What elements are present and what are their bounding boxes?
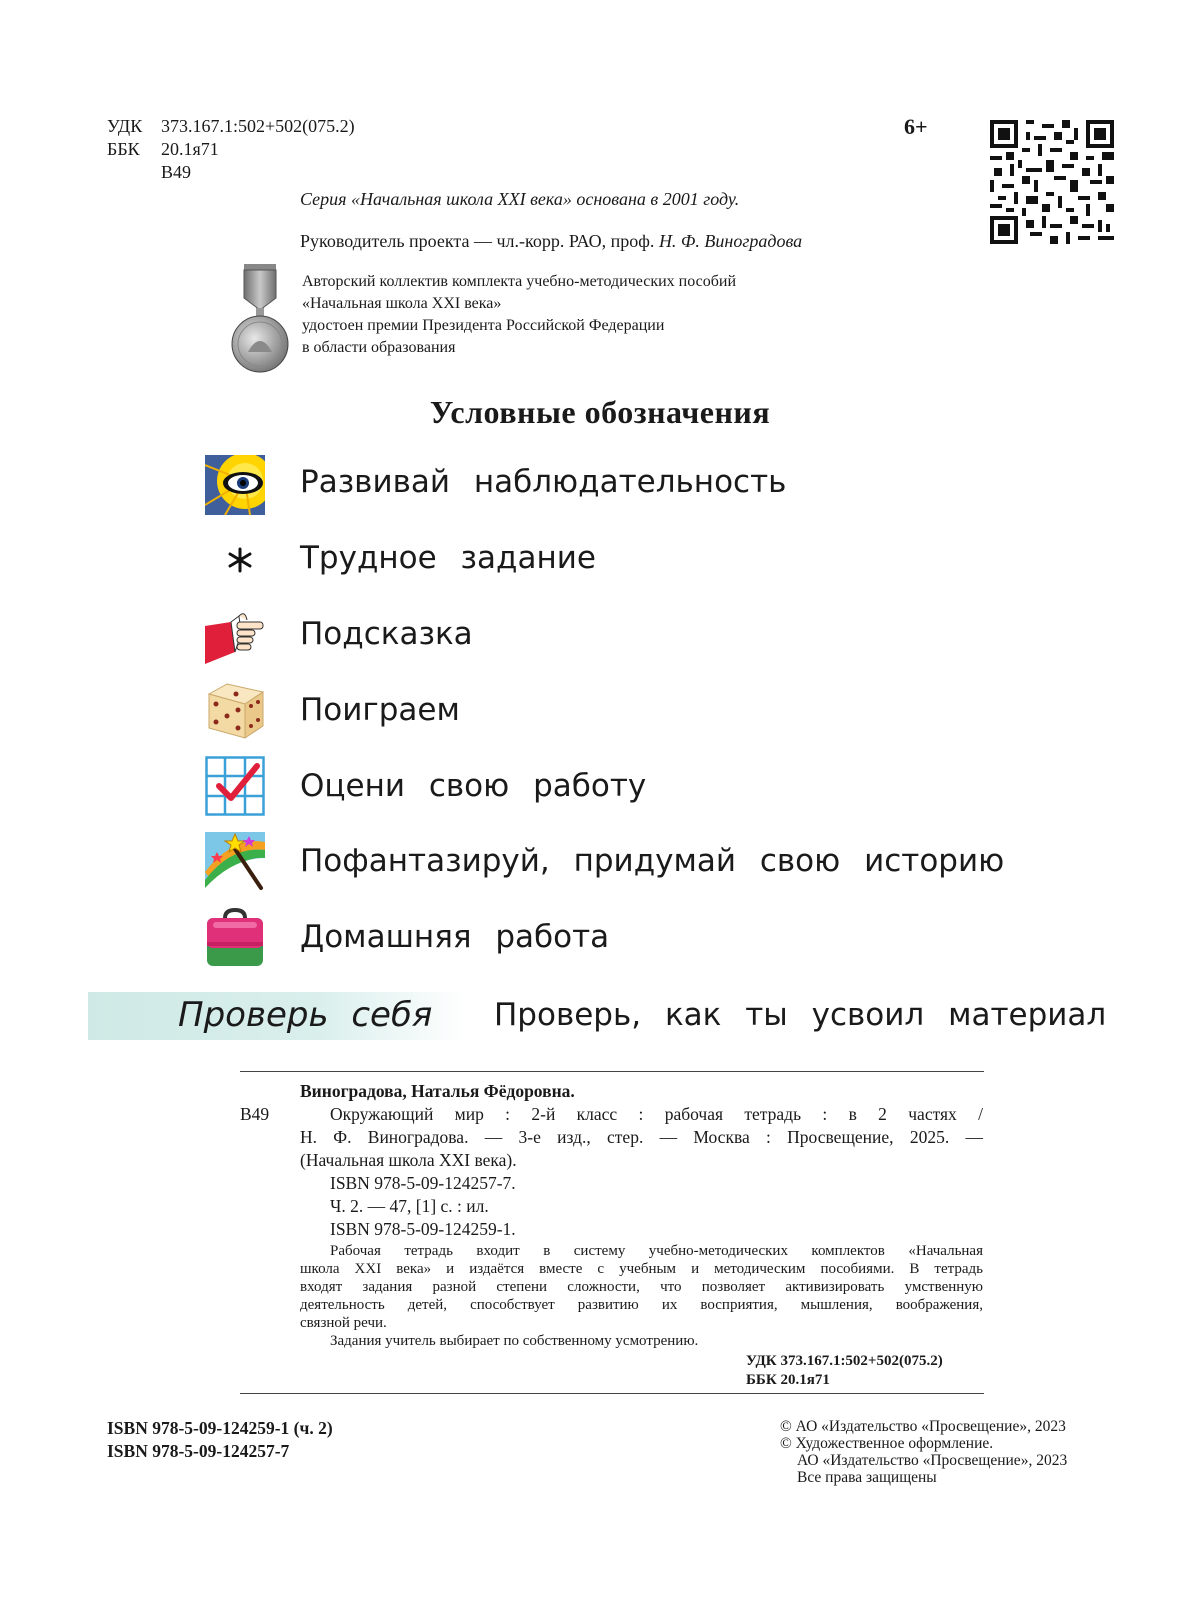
bbk-label: ББК: [107, 139, 140, 159]
project-leader-prefix: Руководитель проекта — чл.-корр. РАО, проф.: [300, 231, 655, 251]
bib-bbk: ББК 20.1я71: [746, 1372, 830, 1388]
copyright: [780, 1418, 1067, 1486]
bib-desc: связной речи.: [300, 1315, 387, 1331]
footer-isbn-total: ISBN 978-5-09-124257-7: [107, 1441, 290, 1461]
bib-isbn: ISBN 978-5-09-124257-7.: [330, 1173, 516, 1193]
bib-line: Н. Ф. Виноградова. — 3-е изд., стер. — Москва : Просвещение, 2025. —: [300, 1127, 983, 1147]
bib-desc: школа XXI века» и издаётся вместе с учебным и методическим пособиями. В тетрадь: [300, 1261, 983, 1277]
eye-sun-icon: [205, 455, 265, 515]
project-leader-name: Н. Ф. Виноградова: [658, 231, 803, 251]
footer-isbn-part: ISBN 978-5-09-124259-1 (ч. 2): [107, 1418, 333, 1438]
bib-line: (Начальная школа XXI века).: [300, 1150, 517, 1170]
bib-desc: Задания учитель выбирает по собственному усмотрению.: [330, 1333, 699, 1349]
award-line: удостоен премии Президента Российской Федерации: [302, 317, 665, 334]
divider: [240, 1071, 984, 1072]
project-leader: [300, 231, 802, 252]
legend-label: Домашняя работа: [300, 919, 610, 955]
bib-part: Ч. 2. — 47, [1] с. : ил.: [330, 1196, 489, 1216]
udk-value: 373.167.1:502+502(075.2): [161, 116, 355, 136]
copyright-line: АО «Издательство «Просвещение», 2023: [797, 1452, 1068, 1469]
series-note: Серия «Начальная школа XXI века» основана в 2001 году.: [300, 189, 740, 209]
legend-label: Подсказка: [300, 616, 473, 652]
pointing-hand-icon: [205, 604, 265, 664]
award-line: в области образования: [302, 339, 456, 356]
bib-desc: входят задания разной степени сложности, что позволяет активизировать умственную: [300, 1279, 983, 1295]
bib-code: В49: [240, 1104, 270, 1124]
legend-label: Пофантазируй, придумай свою историю: [300, 843, 1005, 879]
dice-icon: [205, 680, 265, 740]
legend-label: Поиграем: [300, 692, 460, 728]
magic-wand-icon: [205, 832, 265, 892]
legend-label: Оцени свою работу: [300, 768, 647, 804]
copyright-line: © АО «Издательство «Просвещение», 2023: [780, 1418, 1066, 1435]
qr-code-icon[interactable]: [990, 120, 1114, 244]
award-line: «Начальная школа XXI века»: [302, 295, 502, 312]
bib-line: Окружающий мир : 2-й класс : рабочая тетрадь : в 2 частях /: [330, 1104, 983, 1124]
udk-line: [107, 115, 355, 137]
udk-label: УДК: [107, 116, 143, 136]
legend-label: Трудное задание: [300, 540, 596, 576]
bib-desc: Рабочая тетрадь входит в систему учебно-методических комплектов «Начальная: [330, 1243, 983, 1259]
catalog-code: В49: [161, 162, 192, 182]
bib-desc: деятельность детей, способствует развитию их восприятия, мышления, воображения,: [300, 1297, 983, 1313]
bib-udk: УДК 373.167.1:502+502(075.2): [746, 1353, 943, 1369]
award-text: [302, 271, 736, 359]
divider: [240, 1393, 984, 1394]
school-bag-icon: [205, 908, 265, 968]
bbk-value: 20.1я71: [161, 139, 219, 159]
check-self-label: Проверь, как ты усвоил материал: [494, 997, 1107, 1033]
checkmark-grid-icon: [205, 756, 265, 816]
age-rating: 6+: [904, 114, 928, 139]
legend-label: Развивай наблюдательность: [300, 464, 787, 500]
bbk-line: [107, 138, 219, 160]
bib-author: Виноградова, Наталья Фёдоровна.: [300, 1081, 575, 1101]
copyright-line: Все права защищены: [797, 1469, 937, 1486]
copyright-line: © Художественное оформление.: [780, 1435, 994, 1452]
bib-isbn: ISBN 978-5-09-124259-1.: [330, 1219, 516, 1239]
asterisk-icon: [227, 547, 253, 573]
medal-icon: [230, 264, 290, 376]
award-line: Авторский коллектив комплекта учебно-методических пособий: [302, 273, 737, 290]
check-self-badge: Проверь себя: [178, 995, 433, 1035]
legend-title: Условные обозначения: [429, 394, 771, 430]
